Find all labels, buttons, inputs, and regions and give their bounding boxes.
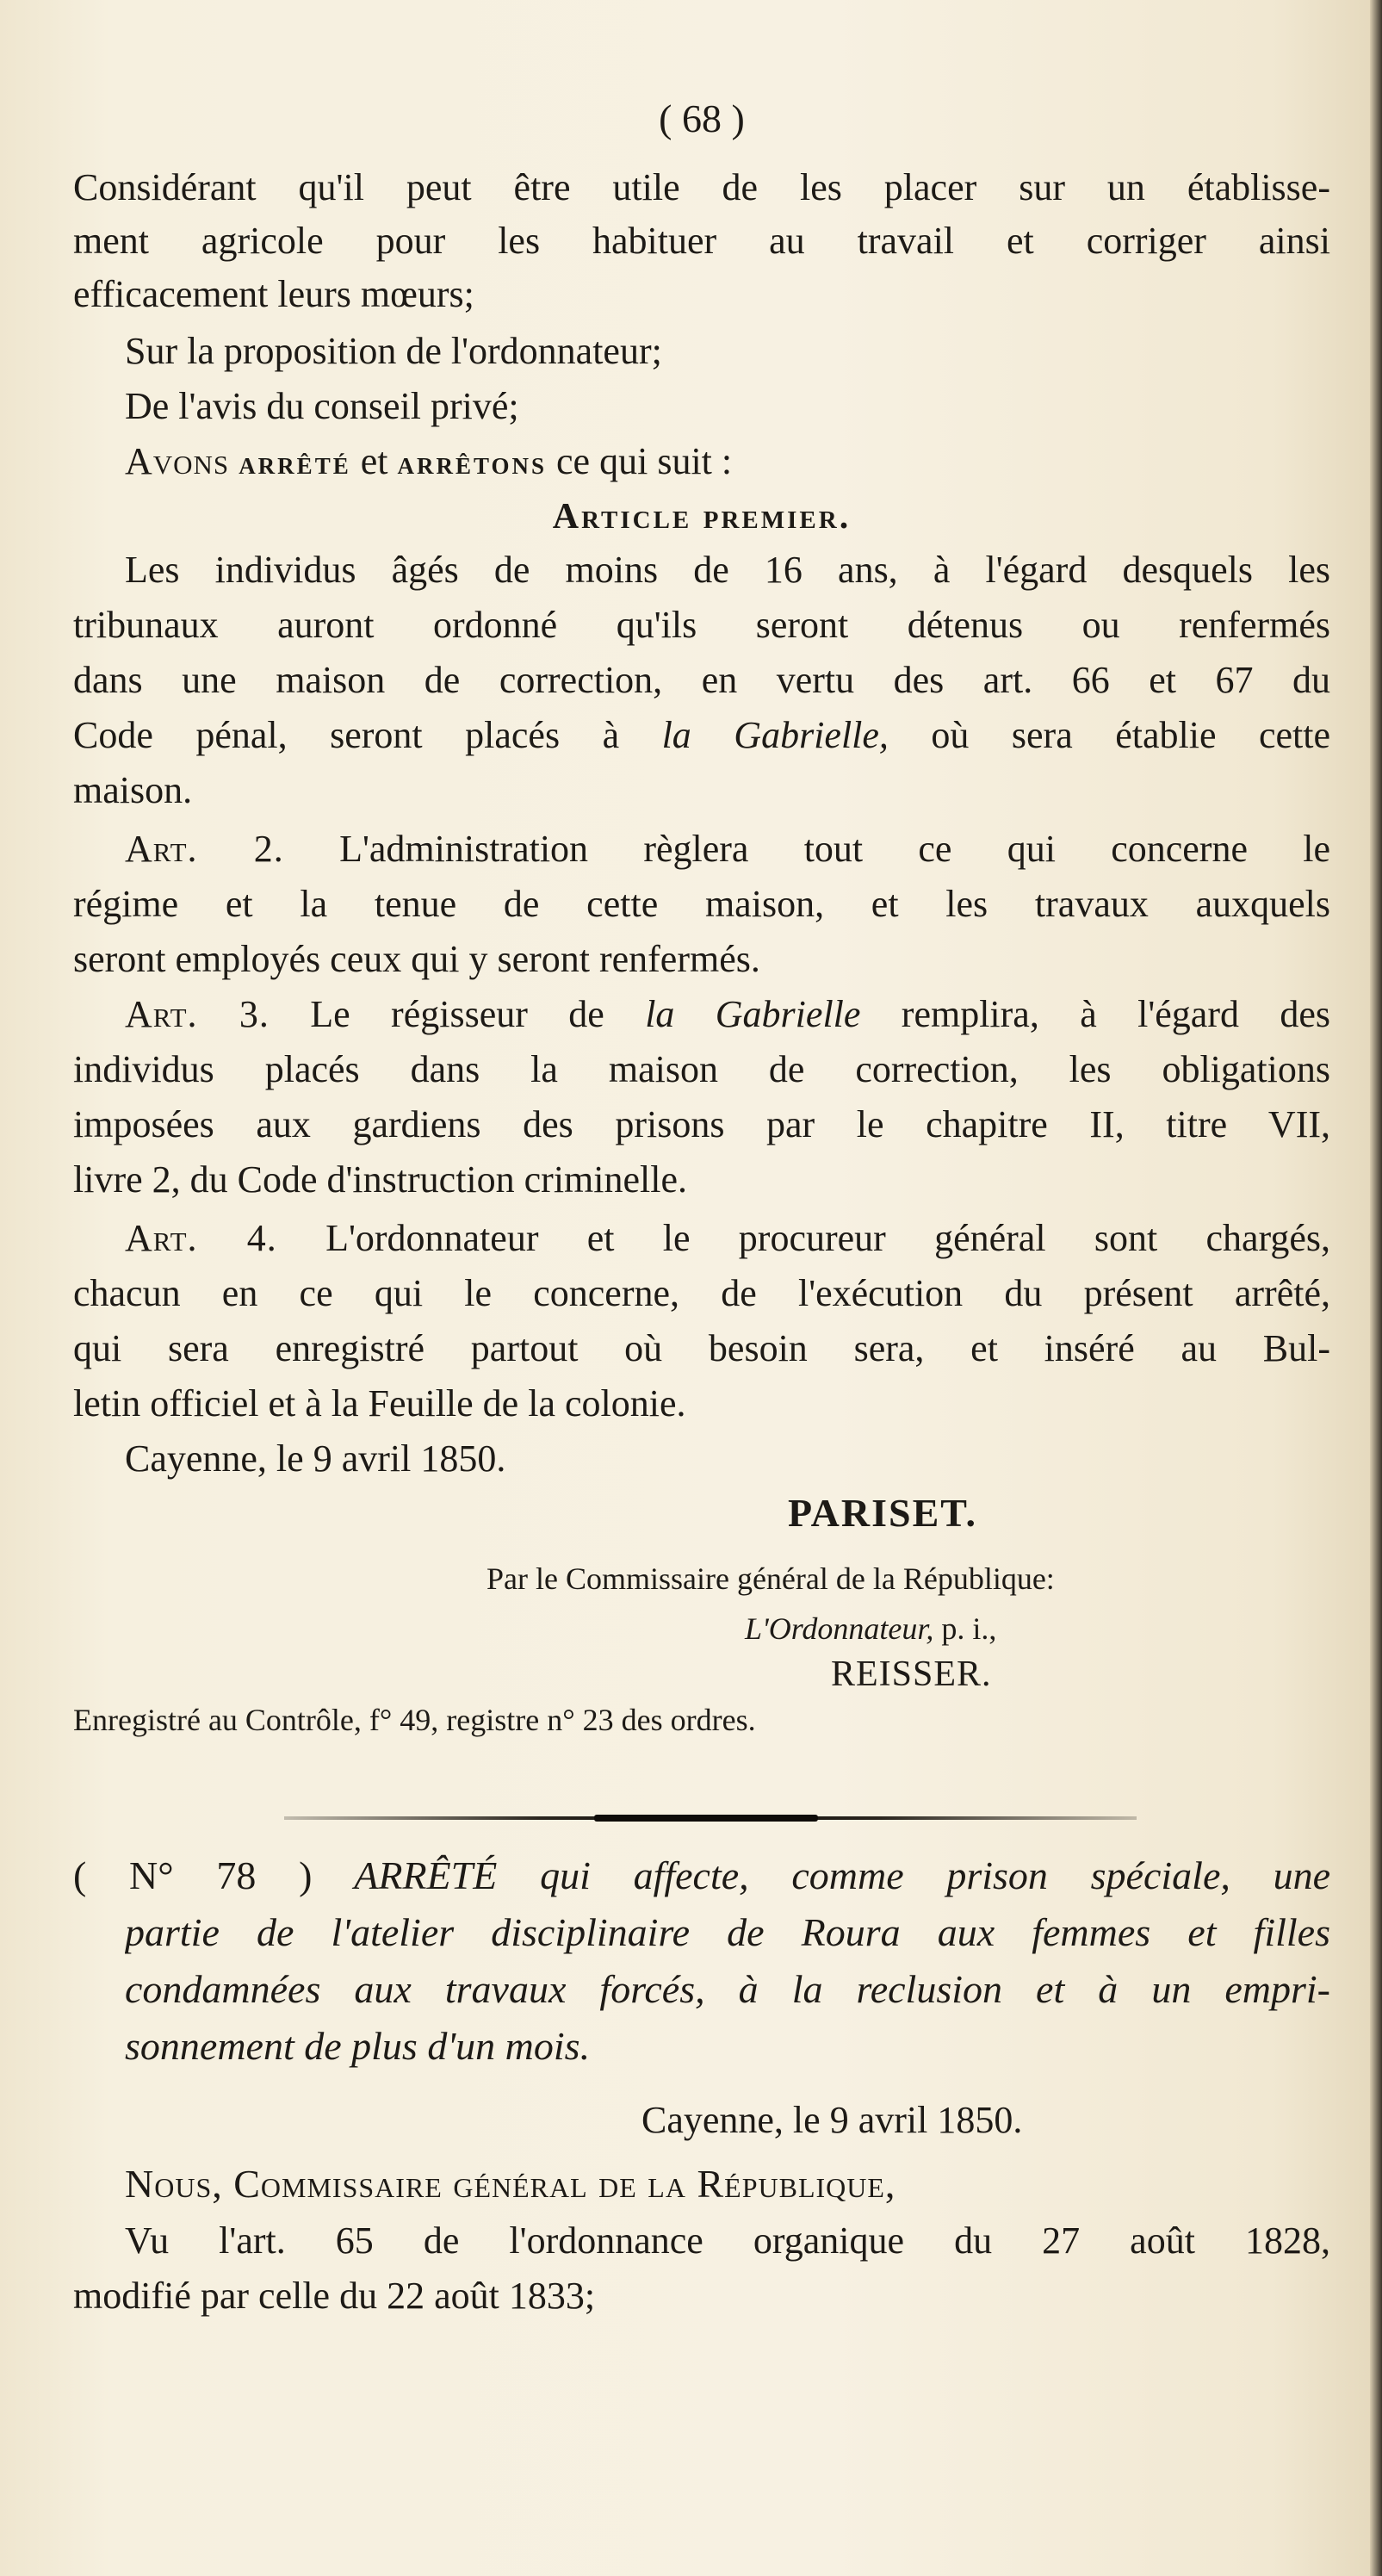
art2-first-text: L'administration règlera tout ce qui concerne le (339, 828, 1330, 870)
text-line: De l'avis du conseil privé; (125, 385, 519, 427)
decree-title-line-1 (73, 1852, 1330, 1900)
art1-line4-after: où sera établie cette (931, 714, 1330, 756)
art1-line: Les individus âgés de moins de 16 ans, à l'égard desquels les (125, 549, 1330, 591)
arretons-word: arrêtons (397, 445, 548, 481)
gabrielle-italic: la Gabrielle (645, 993, 861, 1035)
vu-line: Vu l'art. 65 de l'ordonnance organique du 27 août 1828, (125, 2219, 1330, 2262)
page-number: ( 68 ) (659, 96, 745, 140)
ordonnateur-pi: p. i., (941, 1611, 997, 1646)
countersign-line: Par le Commissaire général de la République: (486, 1561, 1055, 1596)
art1-last-line: maison. (73, 769, 193, 811)
suit-words: ce qui suit : (556, 440, 733, 482)
et-word: et (360, 440, 388, 482)
text-line: Considérant qu'il peut être utile de les placer sur un établisse- (73, 166, 1330, 208)
signature-reisser: REISSER. (831, 1654, 992, 1694)
avons-line (125, 438, 1330, 487)
decree-title-line: sonnement de plus d'un mois. (125, 2024, 591, 2068)
avons-word: Avons (125, 440, 230, 482)
arrete-word: arrêté (239, 445, 351, 481)
section-divider-center (594, 1815, 818, 1822)
text-line: Sur la proposition de l'ordonnateur; (125, 330, 662, 372)
decree-date: Cayenne, le 9 avril 1850. (641, 2099, 1023, 2141)
nous-line: Nous, Commissaire général de la République, (125, 2162, 896, 2206)
art4-label: Art. 4. (125, 1217, 277, 1259)
page-edge-shadow (1370, 0, 1382, 2576)
art3-line: livre 2, du Code d'instruction criminelle. (73, 1158, 688, 1201)
article-premier-title: Article premier. (552, 497, 852, 537)
vu-line: modifié par celle du 22 août 1833; (73, 2275, 596, 2317)
art2-label: Art. 2. (125, 828, 284, 870)
ordonnateur-line (745, 1611, 996, 1647)
art4-line: letin officiel et à la Feuille de la colonie. (73, 1382, 686, 1425)
signature-pariset: PARISET. (788, 1491, 978, 1535)
gabrielle-italic: la Gabrielle, (661, 714, 889, 756)
art3-first-before: Le régisseur de (310, 993, 604, 1035)
art4-line: qui sera enregistré partout où besoin sera, et inséré au Bul- (73, 1327, 1330, 1369)
decree-title-line: condamnées aux travaux forcés, à la reclusion et à un empri- (125, 1967, 1330, 2011)
art1-line: tribunaux auront ordonné qu'ils seront détenus ou renfermés (73, 604, 1330, 646)
art2-line: régime et la tenue de cette maison, et les travaux auxquels (73, 883, 1330, 925)
text-line: efficacement leurs mœurs; (73, 273, 474, 315)
art1-line4-before: Code pénal, seront placés à (73, 714, 620, 756)
decree-title-text: ARRÊTÉ qui affecte, comme prison spéciale, une (354, 1853, 1330, 1897)
art3-label: Art. 3. (125, 993, 270, 1035)
ordonnateur-title: L'Ordonnateur, (745, 1611, 934, 1646)
art3-line: imposées aux gardiens des prisons par le chapitre II, titre VII, (73, 1103, 1330, 1145)
art2-line: seront employés ceux qui y seront renfermés. (73, 938, 760, 980)
art2-first-line (125, 825, 1330, 873)
art3-first-after: remplira, à l'égard des (901, 993, 1330, 1035)
art1-line: dans une maison de correction, en vertu des art. 66 et 67 du (73, 659, 1330, 701)
art4-first-text: L'ordonnateur et le procureur général sont chargés, (325, 1217, 1330, 1259)
date-line: Cayenne, le 9 avril 1850. (125, 1437, 506, 1480)
decree-number: ( N° 78 ) (73, 1853, 313, 1897)
art3-first-line (125, 990, 1330, 1039)
art3-line: individus placés dans la maison de correction, les obligations (73, 1048, 1330, 1090)
decree-title-line: partie de l'atelier disciplinaire de Roura aux femmes et filles (125, 1910, 1330, 1954)
registration-line: Enregistré au Contrôle, f° 49, registre n° 23 des ordres. (73, 1703, 756, 1737)
art4-line: chacun en ce qui le concerne, de l'exécution du présent arrêté, (73, 1272, 1330, 1314)
art1-line-4 (73, 711, 1330, 760)
text-line: ment agricole pour les habituer au travail et corriger ainsi (73, 220, 1330, 262)
art4-first-line (125, 1214, 1330, 1263)
